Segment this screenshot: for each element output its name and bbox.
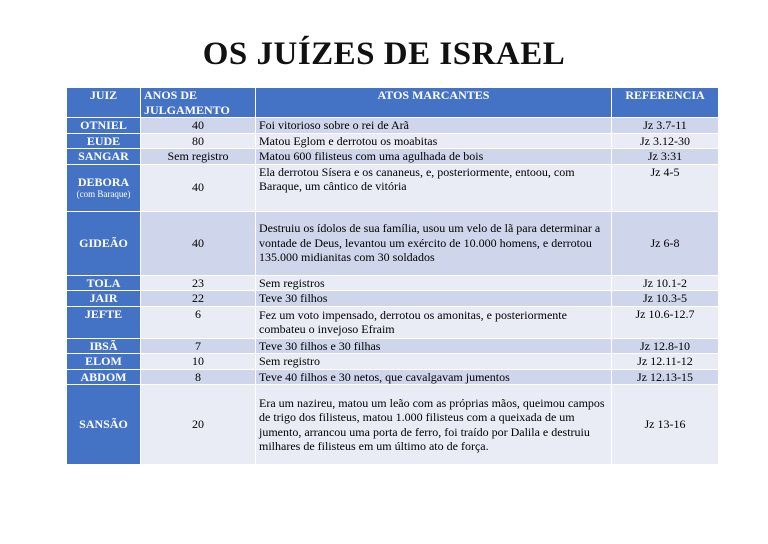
judge-acts: Ela derrotou Sísera e os cananeus, e, posteriormente, entoou, com Baraque, um cântico de vitória [256,164,612,211]
judge-name: SANSÃO [67,385,141,465]
judge-name: IBSÃ [67,338,141,354]
judge-name: TOLA [67,275,141,291]
judge-years: 80 [141,133,256,149]
table-row [67,164,719,211]
judge-name-cell [67,164,141,211]
judge-name: OTNIEL [67,118,141,134]
table-row [67,354,719,370]
judge-years: 6 [141,306,256,338]
judge-reference: Jz 4-5 [612,164,719,211]
header-acts: ATOS MARCANTES [256,88,612,118]
judge-years: 23 [141,275,256,291]
table-row [67,306,719,338]
judge-years: 20 [141,385,256,465]
judge-reference: Jz 12.13-15 [612,369,719,385]
judge-acts: Matou Eglom e derrotou os moabitas [256,133,612,149]
judge-reference: Jz 3.12-30 [612,133,719,149]
judge-years: 40 [141,164,256,211]
judge-acts: Matou 600 filisteus com uma agulhada de bois [256,149,612,165]
judge-years: 40 [141,118,256,134]
judge-years: Sem registro [141,149,256,165]
judge-name: GIDEÃO [67,211,141,275]
table-row [67,369,719,385]
judge-years: 40 [141,211,256,275]
judge-years: 10 [141,354,256,370]
page-title: OS JUÍZES DE ISRAEL [202,36,566,72]
judge-reference: Jz 10.6-12.7 [612,306,719,338]
judge-years: 22 [141,291,256,307]
judge-name: ELOM [67,354,141,370]
judge-name: ABDOM [67,369,141,385]
judge-name: DEBORA [77,174,130,189]
judge-acts: Teve 40 filhos e 30 netos, que cavalgavam jumentos [256,369,612,385]
table-row [67,118,719,134]
judge-reference: Jz 13-16 [612,385,719,465]
table-row [67,133,719,149]
judge-note: (com Baraque) [76,189,131,200]
table-row [67,275,719,291]
judge-name: JEFTE [67,306,141,338]
judge-reference: Jz 12.11-12 [612,354,719,370]
judge-reference: Jz 12.8-10 [612,338,719,354]
header-judge: JUIZ [67,88,141,118]
table-row [67,211,719,275]
header-years: ANOS DE JULGAMENTO [141,88,256,118]
table-header-row [67,88,719,118]
judge-acts: Era um nazireu, matou um leão com as próprias mãos, queimou campos de trigo dos filisteus, matou 1.000 filisteus com a queixada de um jumento, arrancou uma porta de ferro, foi traído por Dalila e destruiu milhares de filisteus em um último ato de força. [256,385,612,465]
judge-acts: Teve 30 filhos [256,291,612,307]
table-row [67,385,719,465]
judge-acts: Teve 30 filhos e 30 filhas [256,338,612,354]
judge-acts: Destruiu os ídolos de sua família, usou um velo de lã para determinar a vontade de Deus, levantou um exército de 10.000 homens, e derrotou 135.000 midianitas com 30 soldados [256,211,612,275]
judge-reference: Jz 3:31 [612,149,719,165]
judge-years: 8 [141,369,256,385]
judge-acts: Sem registros [256,275,612,291]
judge-name: JAIR [67,291,141,307]
judge-name: EUDE [67,133,141,149]
judge-reference: Jz 10.3-5 [612,291,719,307]
judge-acts: Fez um voto impensado, derrotou os amonitas, e posteriormente combateu o invejoso Efraim [256,306,612,338]
judge-name: SANGAR [67,149,141,165]
judge-acts: Sem registro [256,354,612,370]
judge-reference: Jz 10.1-2 [612,275,719,291]
judge-acts: Foi vitorioso sobre o rei de Arã [256,118,612,134]
judges-table [66,87,719,465]
judge-reference: Jz 6-8 [612,211,719,275]
table-row [67,338,719,354]
table-row [67,149,719,165]
header-reference: REFERENCIA [612,88,719,118]
judge-reference: Jz 3.7-11 [612,118,719,134]
table-row [67,291,719,307]
judge-years: 7 [141,338,256,354]
